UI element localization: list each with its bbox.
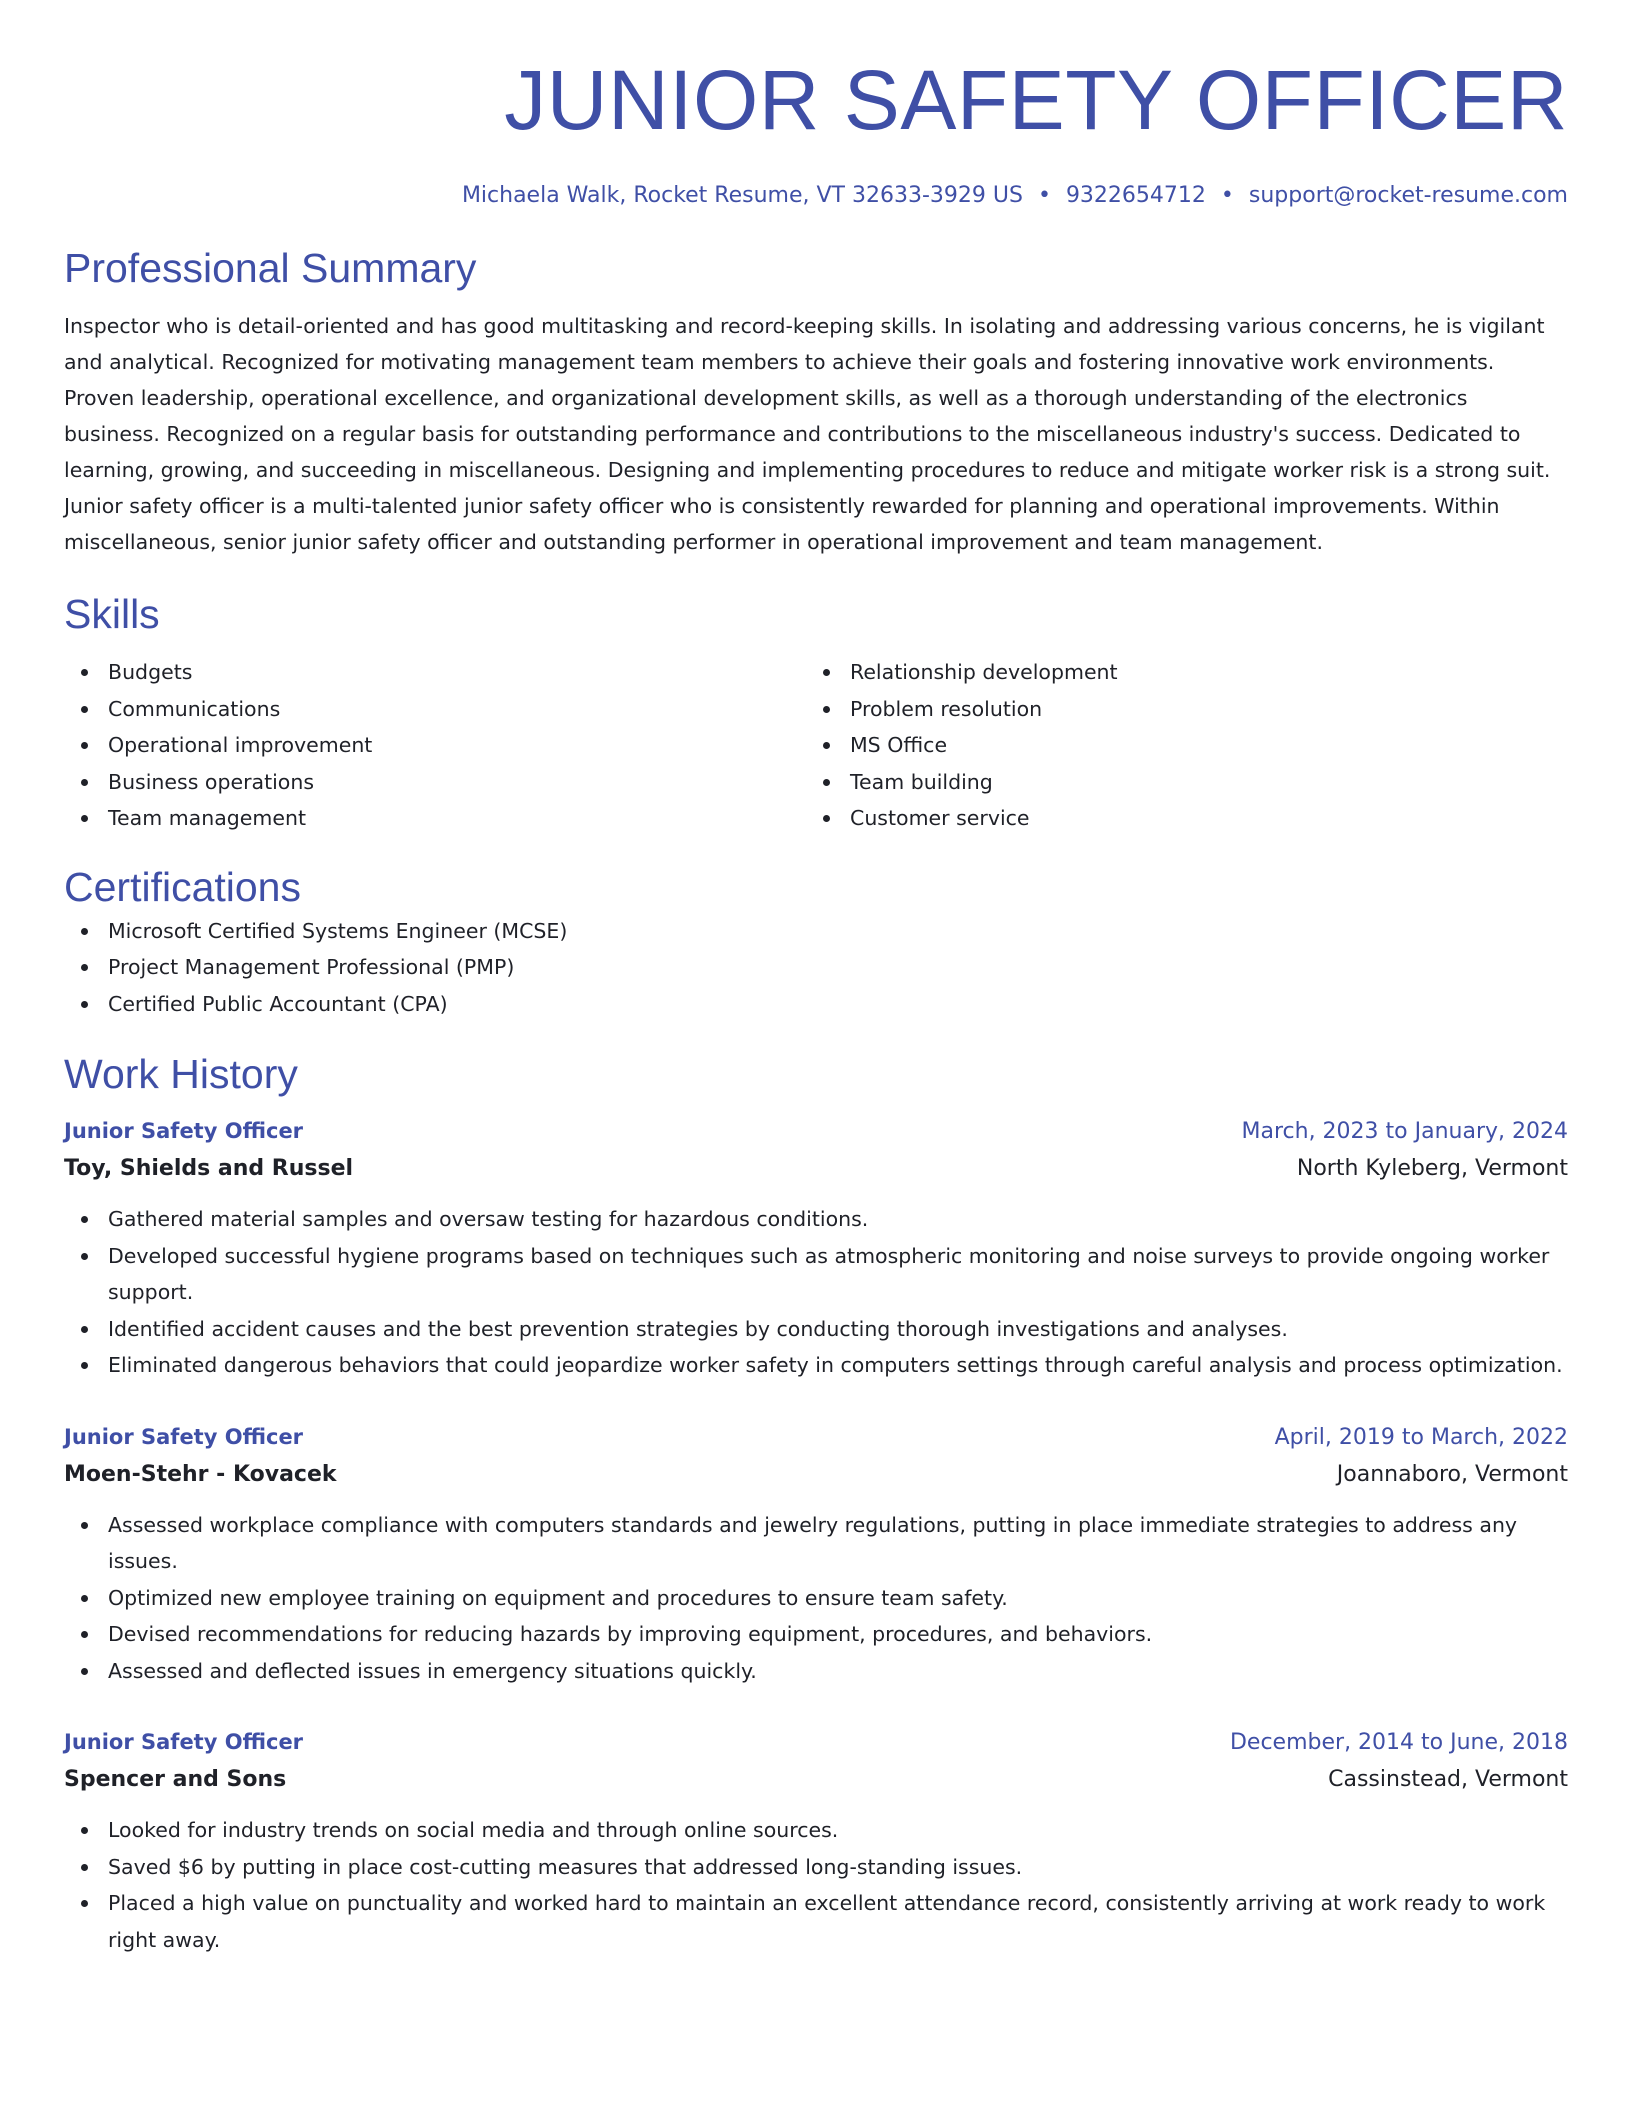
- skill-item: Communications: [64, 691, 806, 728]
- skills-list-left: [64, 654, 806, 837]
- job-bullets: [64, 1201, 1568, 1384]
- summary-section: [64, 242, 1568, 560]
- job-bullet: Looked for industry trends on social media and through online sources.: [64, 1812, 1568, 1849]
- job-bullet: Developed successful hygiene programs based on techniques such as atmospheric monitoring and noise surveys to provide ongoing worker support.: [64, 1238, 1568, 1311]
- skills-grid: [64, 654, 1568, 837]
- job-company: Spencer and Sons: [64, 1767, 287, 1792]
- job-bullet: Assessed and deflected issues in emergency situations quickly.: [64, 1653, 1568, 1690]
- job-bullet: Assessed workplace compliance with computers standards and jewelry regulations, putting in place immediate strategies to address any issues.: [64, 1507, 1568, 1580]
- section-title-certifications: Certifications: [64, 863, 301, 910]
- skill-item: Relationship development: [806, 654, 1548, 691]
- resume-page: [64, 0, 1568, 1958]
- job-location: Cassinstead, Vermont: [1328, 1767, 1568, 1792]
- job-header-row: [64, 1114, 1568, 1149]
- skill-item: Problem resolution: [806, 691, 1548, 728]
- job-company-row: [64, 1760, 1568, 1800]
- job-company-row: [64, 1455, 1568, 1495]
- job-bullets: [64, 1812, 1568, 1958]
- job-entry: [64, 1114, 1568, 1384]
- certification-item: Certified Public Accountant (CPA): [64, 986, 1568, 1023]
- contact-address: Michaela Walk, Rocket Resume, VT 32633-3929 US: [461, 183, 1023, 208]
- contact-phone: 9322654712: [1065, 183, 1206, 208]
- job-dates: December, 2014 to June, 2018: [1229, 1730, 1568, 1755]
- section-title-work-history: Work History: [64, 1051, 298, 1097]
- job-bullet: Gathered material samples and oversaw testing for hazardous conditions.: [64, 1201, 1568, 1238]
- summary-text: Inspector who is detail-oriented and has good multitasking and record-keeping skills. In isolating and addressing various concerns, he is vigilant and analytical. Recognized for motivating management team members to achieve their goals and fostering innovative work environments. Proven leadership, operational excellence, and organizational development skills, as well as a thorough understanding of the electronics business. Recognized on a regular basis for outstanding performance and contributions to the miscellaneous industry's success. Dedicated to learning, growing, and succeeding in miscellaneous. Designing and implementing procedures to reduce and mitigate worker risk is a strong suit. Junior safety officer is a multi-talented junior safety officer who is consistently rewarded for planning and operational improvements. Within miscellaneous, senior junior safety officer and outstanding performer in operational improvement and team management.: [64, 314, 1551, 554]
- job-company: Toy, Shields and Russel: [64, 1156, 354, 1181]
- job-bullet: Devised recommendations for reducing hazards by improving equipment, procedures, and behaviors.: [64, 1616, 1568, 1653]
- certification-item: Microsoft Certified Systems Engineer (MCSE): [64, 913, 1568, 950]
- job-header-row: [64, 1725, 1568, 1760]
- job-bullets: [64, 1507, 1568, 1690]
- job-bullet: Saved $6 by putting in place cost-cutting measures that addressed long-standing issues.: [64, 1849, 1568, 1886]
- skill-item: Team management: [64, 800, 806, 837]
- job-bullet: Optimized new employee training on equipment and procedures to ensure team safety.: [64, 1580, 1568, 1617]
- section-title-summary: Professional Summary: [64, 245, 477, 291]
- skill-item: Budgets: [64, 654, 806, 691]
- certification-item: Project Management Professional (PMP): [64, 949, 1568, 986]
- skill-item: Business operations: [64, 764, 806, 801]
- job-title: Junior Safety Officer: [64, 1424, 304, 1449]
- certifications-section: [64, 861, 1568, 1023]
- resume-title: JUNIOR SAFETY OFFICER: [504, 53, 1568, 147]
- skill-item: Team building: [806, 764, 1548, 801]
- contact-separator: •: [1220, 183, 1234, 208]
- job-company-row: [64, 1149, 1568, 1189]
- skills-list-right: [806, 654, 1548, 837]
- job-title: Junior Safety Officer: [64, 1119, 304, 1143]
- contact-email[interactable]: support@rocket-resume.com: [1248, 183, 1568, 208]
- skills-section: [64, 588, 1568, 837]
- job-header-row: [64, 1420, 1568, 1455]
- contact-separator: •: [1037, 183, 1051, 208]
- work-history-section: [64, 1048, 1568, 1958]
- job-bullet: Eliminated dangerous behaviors that could jeopardize worker safety in computers settings through careful analysis and process optimization.: [64, 1347, 1568, 1384]
- job-bullet: Placed a high value on punctuality and worked hard to maintain an excellent attendance record, consistently arriving at work ready to work right away.: [64, 1885, 1568, 1958]
- job-company: Moen-Stehr - Kovacek: [64, 1461, 337, 1487]
- job-title: Junior Safety Officer: [64, 1730, 304, 1754]
- job-location: Joannaboro, Vermont: [1336, 1461, 1568, 1487]
- skill-item: Operational improvement: [64, 727, 806, 764]
- job-location: North Kyleberg, Vermont: [1296, 1156, 1568, 1181]
- section-title-skills: Skills: [64, 591, 160, 637]
- contact-line: [64, 180, 1568, 212]
- skill-item: Customer service: [806, 800, 1548, 837]
- job-entry: [64, 1725, 1568, 1958]
- skill-item: MS Office: [806, 727, 1548, 764]
- job-dates: March, 2023 to January, 2024: [1241, 1119, 1568, 1144]
- job-bullet: Identified accident causes and the best prevention strategies by conducting thorough investigations and analyses.: [64, 1311, 1568, 1348]
- job-entry: [64, 1420, 1568, 1690]
- certifications-list: [64, 913, 1568, 1023]
- job-dates: April, 2019 to March, 2022: [1274, 1424, 1568, 1450]
